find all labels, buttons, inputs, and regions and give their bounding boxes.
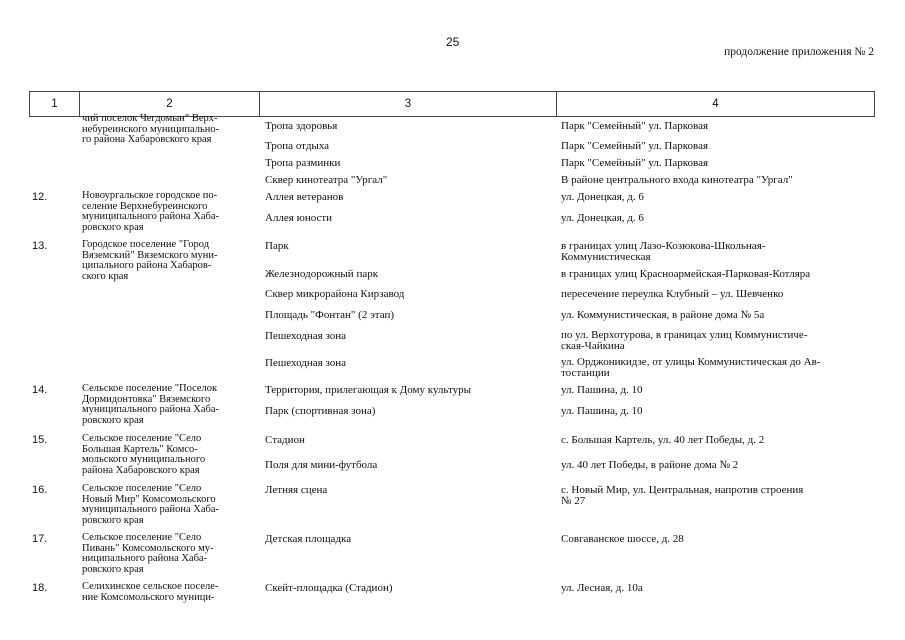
object-address: ул. Орджоникидзе, от улицы Коммунистическая до Ав- тостанции (561, 356, 821, 379)
header-col-4: 4 (556, 92, 875, 116)
row-number: 13. (32, 240, 48, 252)
header-col-1: 1 (29, 92, 79, 116)
object-name: Аллея ветеранов (265, 191, 344, 203)
object-name: Парк (265, 240, 289, 252)
object-name: Детская площадка (265, 533, 352, 545)
object-address: ул. Коммунистическая, в районе дома № 5а (561, 309, 765, 321)
object-name: Поля для мини-футбола (265, 459, 378, 471)
settlement-name: Новоургальское городское по- селение Верхнебуреинского муниципального района Хаба- ровского края (82, 190, 219, 233)
object-address: Парк "Семейный" ул. Парковая (561, 120, 709, 132)
object-address: по ул. Верхотурова, в границах улиц Коммунистиче- ская-Чайкина (561, 329, 808, 352)
settlement-name: Сельское поселение "Село Новый Мир" Комсомольского муниципального района Хаба- ровского края (82, 483, 219, 526)
object-name: Пешеходная зона (265, 330, 347, 342)
object-address: ул. Донецкая, д. 6 (561, 212, 644, 224)
object-name: Пешеходная зона (265, 357, 347, 369)
object-address: с. Новый Мир, ул. Центральная, напротив строения № 27 (561, 484, 804, 507)
object-name: Сквер кинотеатра "Ургал" (265, 174, 388, 186)
object-name: Тропа отдыха (265, 140, 330, 152)
row-number: 15. (32, 434, 48, 446)
object-name: Стадион (265, 434, 305, 446)
object-address: с. Большая Картель, ул. 40 лет Победы, д. 2 (561, 434, 765, 446)
row-number: 14. (32, 384, 48, 396)
object-address: ул. Донецкая, д. 6 (561, 191, 644, 203)
settlement-name: Сельское поселение "Поселок Дормидонтовка" Вяземского муниципального района Хаба- ровского края (82, 383, 219, 426)
object-address: ул. 40 лет Победы, в районе дома № 2 (561, 459, 739, 471)
settlement-name: Сельское поселение "Село Большая Картель" Комсо- мольского муниципального района Хабаровского края (82, 433, 206, 476)
object-address: пересечение переулка Клубный – ул. Шевченко (561, 288, 784, 300)
object-name: Тропа разминки (265, 157, 341, 169)
continuation-note: продолжение приложения № 2 (724, 46, 874, 58)
object-address: ул. Пашина, д. 10 (561, 405, 643, 417)
object-name: Сквер микрорайона Кирзавод (265, 288, 405, 300)
object-address: Парк "Семейный" ул. Парковая (561, 157, 709, 169)
page-number: 25 (446, 35, 460, 49)
object-address: Парк "Семейный" ул. Парковая (561, 140, 709, 152)
object-name: Площадь "Фонтан" (2 этап) (265, 309, 395, 321)
row-number: 17. (32, 533, 48, 545)
row-number: 16. (32, 484, 48, 496)
row-number: 18. (32, 582, 48, 594)
header-col-2: 2 (79, 92, 259, 116)
object-name: Парк (спортивная зона) (265, 405, 376, 417)
object-name: Территория, прилегающая к Дому культуры (265, 384, 472, 396)
object-name: Тропа здоровья (265, 120, 338, 132)
object-name: Аллея юности (265, 212, 333, 224)
row-number: 12. (32, 191, 48, 203)
object-address: в границах улиц Красноармейская-Парковая-Котляра (561, 268, 811, 280)
header-col-3: 3 (259, 92, 556, 116)
object-name: Скейт-площадка (Стадион) (265, 582, 393, 594)
object-name: Железнодорожный парк (265, 268, 379, 280)
settlement-name: чий поселок Чегдомын" Верх- небуреинского муниципально- го района Хабаровского края (82, 113, 220, 145)
object-address: В районе центрального входа кинотеатра "Ургал" (561, 174, 793, 186)
object-address: в границах улиц Лазо-Козюкова-Школьная- Коммунистическая (561, 240, 766, 263)
object-name: Летняя сцена (265, 484, 328, 496)
object-address: Совгаванское шоссе, д. 28 (561, 533, 684, 545)
settlement-name: Сельское поселение "Село Пивань" Комсомольского му- ниципального района Хаба- ровского края (82, 532, 214, 575)
settlement-name: Селихинское сельское поселе- ние Комсомольского муници- (82, 581, 219, 603)
settlement-name: Городское поселение "Город Вяземский" Вяземского муни- ципального района Хабаров- ского края (82, 239, 218, 282)
object-address: ул. Пашина, д. 10 (561, 384, 643, 396)
object-address: ул. Лесная, д. 10а (561, 582, 643, 594)
